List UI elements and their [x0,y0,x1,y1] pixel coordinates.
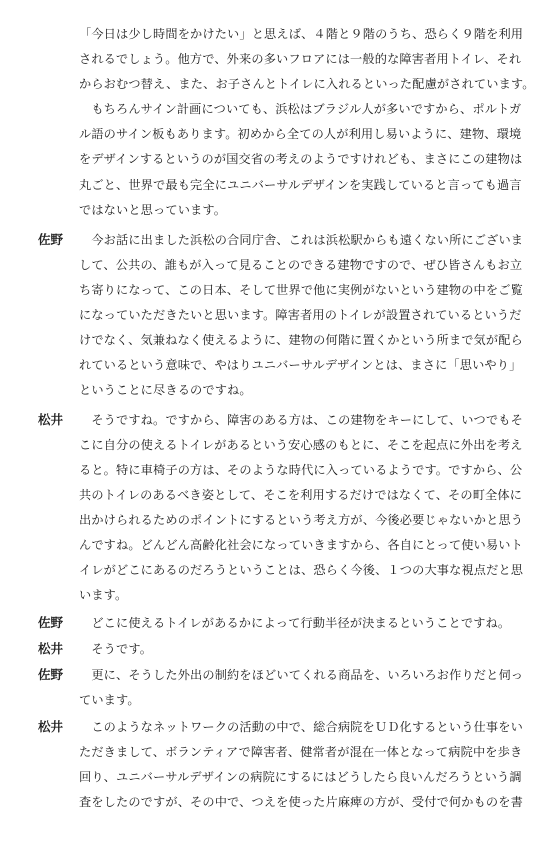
speaker-label: 松井 [38,641,64,656]
text-line: 共のトイレのあるべき姿として、そこを利用するだけではなくて、その町全体に [79,488,523,502]
text-line: そうです。 [79,642,153,656]
text-line: そうですね。ですから、障害のある方は、この建物をキーにして、いつでもそ [79,413,523,427]
text-line: 今お話に出ました浜松の合同庁舎、これは浜松駅からも遠くない所にございま [79,233,524,247]
text-line: れているという意味で、やはりユニバーサルデザインとは、まさに「思いやり」 [79,358,522,372]
text-line: ち寄りになって、この日本、そして世界で他に実例がないという建物の中をご覧 [79,283,523,297]
text-line: ただきまして、ボランティアで障害者、健常者が混在一体となって病院中を歩き [79,745,523,759]
text-line: 出かけられるためのポイントにするという考え方が、今後必要じゃないかと思う [79,513,524,527]
text-line: ではないと思っています。 [79,203,227,217]
text-line: からおむつ替え、また、お子さんとトイレに入れるといった配慮がされています。 [79,77,535,91]
text-line: 更に、そうした外出の制約をほどいてくれる商品を、いろいろお作りだと伺っ [79,668,524,682]
text-line: このようなネットワークの活動の中で、総合病院をＵＤ化するという仕事をい [79,720,523,734]
text-line: をデザインするというのが国交省の考えのようですけれども、まさにこの建物は [79,152,523,166]
text-line: んですね。どんどん高齢化社会になっていきますから、各自にとって使い易いト [79,538,523,552]
text-line: ということに尽きるのですね。 [79,383,252,397]
text-line: ると。特に車椅子の方は、そのような時代に入っているようです。ですから、公 [79,463,523,477]
text-line: されるでしょう。他方で、外来の多いフロアには一般的な障害者用トイレ、それ [79,52,522,66]
speaker-label: 佐野 [38,232,64,247]
text-line: けでなく、気兼ねなく使えるように、建物の何階に置くかという所まで気が配ら [79,333,523,347]
text-line: こに自分の使えるトイレがあるという安心感のもとに、そこを起点に外出を考え [79,438,523,452]
text-line: もちろんサイン計画についても、浜松はブラジル人が多いですから、ポルトガ [79,102,522,116]
text-line: 「今日は少し時間をかけたい」と思えば、４階と９階のうち、恐らく９階を利用 [79,27,524,41]
text-line: して、公共の、誰もが入って見ることのできる建物ですので、ぜひ皆さんもお立 [79,258,523,272]
speaker-label: 佐野 [38,615,64,630]
speaker-label: 松井 [38,412,64,427]
speaker-label: 松井 [38,719,64,734]
text-line: 査をしたのですが、その中で、つえを使った片麻痺の方が、受付で何かものを書 [79,795,523,809]
text-line: ル語のサイン板もあります。初めから全ての人が利用し易いように、建物、環境 [79,127,522,141]
speaker-label: 佐野 [38,667,64,682]
text-line: います。 [79,588,128,602]
text-line: 丸ごと、世界で最も完全にユニバーサルデザインを実践していると言っても過言 [79,178,522,192]
text-line: イレがどこにあるのだろうということは、恐らく今後、１つの大事な視点だと思 [79,563,524,577]
text-line: どこに使えるトイレがあるかによって行動半径が決まるということですね。 [79,616,511,630]
text-line: になっていただきたいと思います。障害者用のトイレが設置されているというだ [79,308,522,322]
text-line: 回り、ユニバーサルデザインの病院にするにはどうしたら良いんだろうという調 [79,770,522,784]
text-line: ています。 [79,693,140,707]
